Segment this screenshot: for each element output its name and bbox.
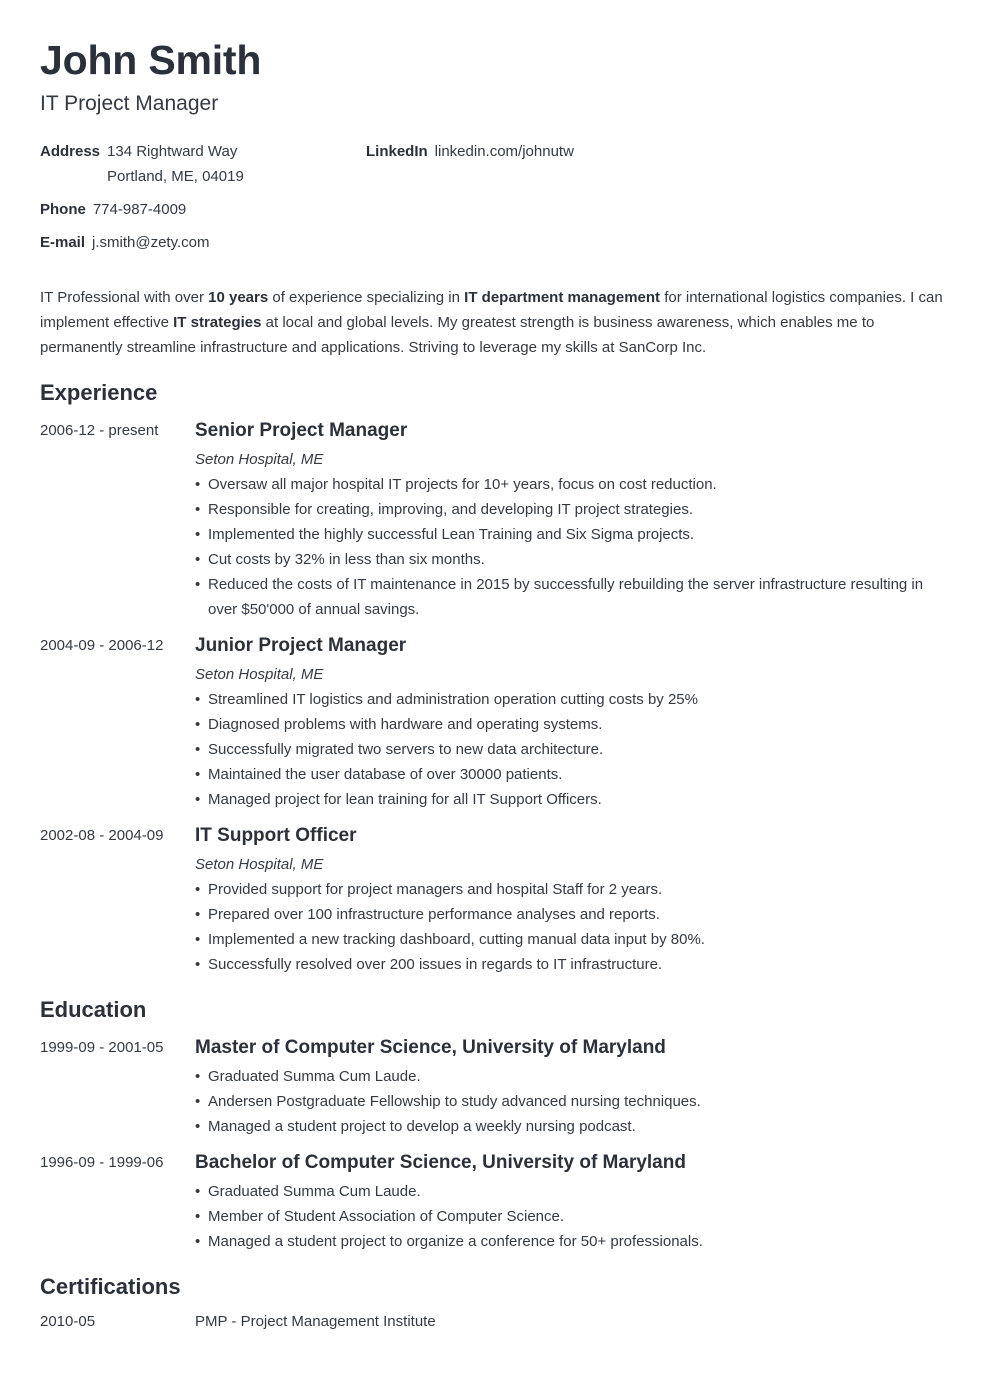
entry-degree: Master of Computer Science, University of Maryland xyxy=(195,1037,666,1058)
summary-highlight: IT department management xyxy=(464,289,661,306)
email-label: E-mail xyxy=(40,234,86,251)
address-line-2: Portland, ME, 04019 xyxy=(107,168,244,185)
bullet-item: • Managed a student project to organize a conference for 50+ professionals. xyxy=(195,1229,935,1254)
job-title: IT Project Manager xyxy=(40,92,219,115)
address-value xyxy=(107,139,244,189)
bullet-item: • Diagnosed problems with hardware and operating systems. xyxy=(195,712,935,737)
entry-bullets xyxy=(195,877,935,977)
entry-role: Junior Project Manager xyxy=(195,635,407,656)
summary-highlight: IT strategies xyxy=(173,314,262,331)
summary-text: of experience specializing in xyxy=(268,289,465,306)
address-line-1: 134 Rightward Way xyxy=(107,143,238,160)
certification-name: PMP - Project Management Institute xyxy=(195,1313,436,1330)
entry-dates: 2010-05 xyxy=(40,1313,96,1330)
contact-address xyxy=(40,139,244,189)
entry-dates: 1996-09 - 1999-06 xyxy=(40,1154,164,1171)
bullet-item: • Graduated Summa Cum Laude. xyxy=(195,1179,935,1204)
entry-body xyxy=(195,633,935,812)
bullet-item: • Andersen Postgraduate Fellowship to study advanced nursing techniques. xyxy=(195,1089,935,1114)
entry-organization: Seton Hospital, ME xyxy=(195,451,324,468)
email-link[interactable]: j.smith@zety.com xyxy=(92,234,210,251)
entry-bullets xyxy=(195,472,935,622)
entry-organization: Seton Hospital, ME xyxy=(195,856,324,873)
candidate-name: John Smith xyxy=(40,37,262,83)
bullet-item: • Successfully resolved over 200 issues in regards to IT infrastructure. xyxy=(195,952,935,977)
bullet-item: • Managed project for lean training for all IT Support Officers. xyxy=(195,787,935,812)
contact-linkedin xyxy=(366,139,574,164)
experience-heading: Experience xyxy=(40,380,158,405)
bullet-item: • Reduced the costs of IT maintenance in 2015 by successfully rebuilding the server infrastructure resulting in over $50'000 of annual savings. xyxy=(195,572,935,622)
bullet-item: • Responsible for creating, improving, and developing IT project strategies. xyxy=(195,497,935,522)
entry-dates: 1999-09 - 2001-05 xyxy=(40,1039,164,1056)
bullet-item: • Implemented the highly successful Lean Training and Six Sigma projects. xyxy=(195,522,935,547)
entry-body xyxy=(195,418,935,622)
bullet-item: • Streamlined IT logistics and administration operation cutting costs by 25% xyxy=(195,687,935,712)
profile-summary xyxy=(40,285,950,360)
entry-body xyxy=(195,1150,935,1254)
entry-bullets xyxy=(195,1179,935,1254)
bullet-item: • Successfully migrated two servers to new data architecture. xyxy=(195,737,935,762)
summary-text: for international logistics companies. I can implement effective xyxy=(40,289,943,331)
entry-dates: 2002-08 - 2004-09 xyxy=(40,827,164,844)
entry-bullets xyxy=(195,687,935,812)
bullet-item: • Prepared over 100 infrastructure performance analyses and reports. xyxy=(195,902,935,927)
address-label: Address xyxy=(40,143,101,160)
bullet-item: • Managed a student project to develop a weekly nursing podcast. xyxy=(195,1114,935,1139)
entry-role: Senior Project Manager xyxy=(195,420,408,441)
bullet-item: • Implemented a new tracking dashboard, cutting manual data input by 80%. xyxy=(195,927,935,952)
bullet-item: • Member of Student Association of Computer Science. xyxy=(195,1204,935,1229)
entry-degree: Bachelor of Computer Science, University of Maryland xyxy=(195,1152,686,1173)
education-heading: Education xyxy=(40,997,147,1022)
certifications-heading: Certifications xyxy=(40,1274,181,1299)
entry-body xyxy=(195,1309,935,1334)
entry-dates: 2006-12 - present xyxy=(40,422,159,439)
phone-label: Phone xyxy=(40,201,86,218)
entry-dates: 2004-09 - 2006-12 xyxy=(40,637,164,654)
summary-highlight: 10 years xyxy=(208,289,269,306)
entry-body xyxy=(195,823,935,977)
linkedin-link[interactable]: linkedin.com/johnutw xyxy=(434,143,574,160)
bullet-item: • Graduated Summa Cum Laude. xyxy=(195,1064,935,1089)
bullet-item: • Cut costs by 32% in less than six months. xyxy=(195,547,935,572)
phone-value: 774-987-4009 xyxy=(92,201,187,218)
bullet-item: • Oversaw all major hospital IT projects for 10+ years, focus on cost reduction. xyxy=(195,472,935,497)
bullet-item: • Maintained the user database of over 30000 patients. xyxy=(195,762,935,787)
bullet-item: • Provided support for project managers and hospital Staff for 2 years. xyxy=(195,877,935,902)
linkedin-label: LinkedIn xyxy=(366,143,428,160)
entry-organization: Seton Hospital, ME xyxy=(195,666,324,683)
summary-text: IT Professional with over xyxy=(40,289,209,306)
entry-body xyxy=(195,1035,935,1139)
contact-email xyxy=(40,230,209,255)
summary-text: at local and global levels. My greatest strength is business awareness, which enables me to permanently streamline infrastructure and applications. Striving to leverage my skills at SanCorp Inc. xyxy=(40,314,875,356)
entry-role: IT Support Officer xyxy=(195,825,357,846)
contact-phone xyxy=(40,197,186,222)
entry-bullets xyxy=(195,1064,935,1139)
